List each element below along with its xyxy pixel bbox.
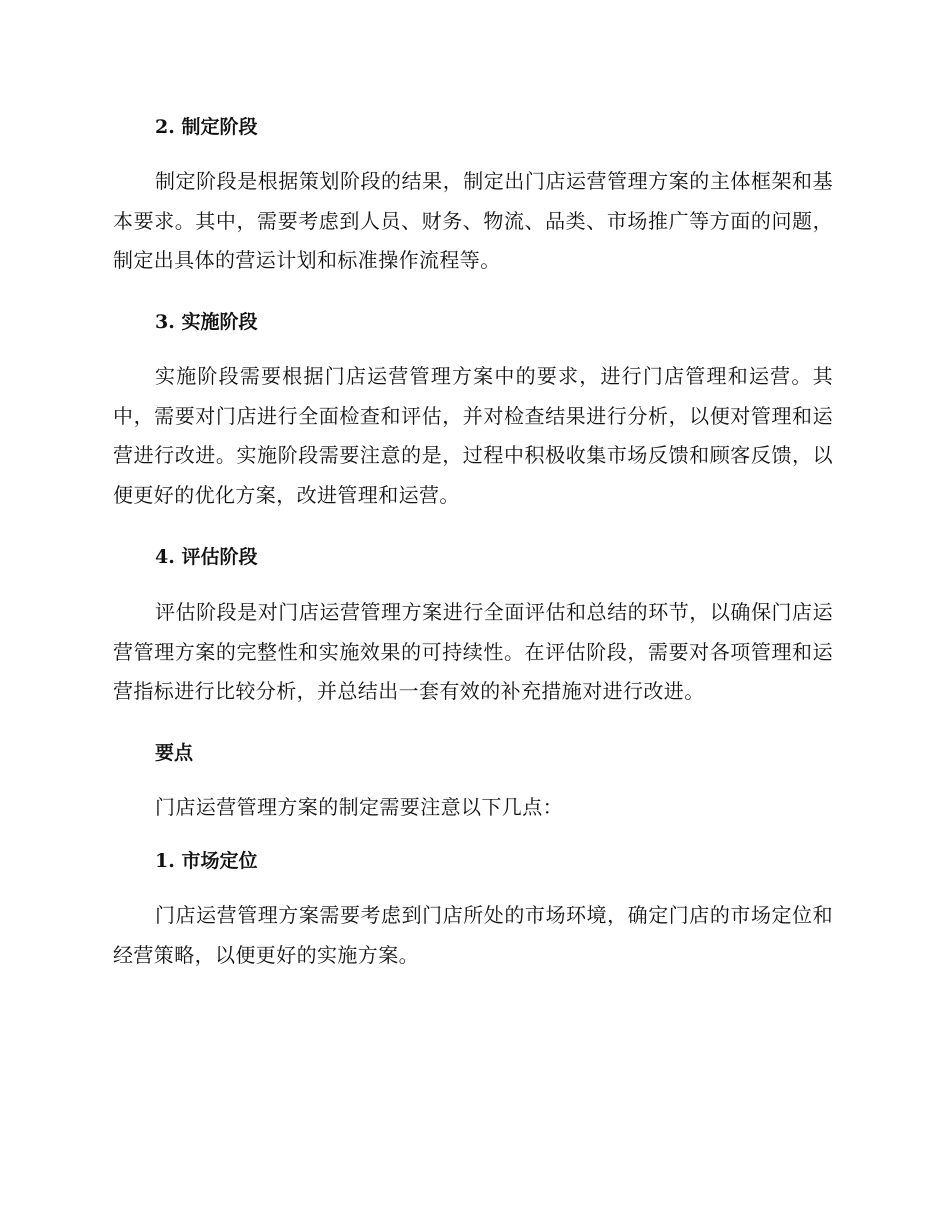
section-body-evaluation: 评估阶段是对门店运营管理方案进行全面评估和总结的环节，以确保门店运营管理方案的完整性和实施效果的可持续性。在评估阶段，需要对各项管理和运营指标进行比较分析，并总结出一套有效的补充措施对进行改进。 <box>113 600 833 703</box>
section-heading-market-positioning: 1. 市场定位 <box>155 850 258 872</box>
section-body-formulation: 制定阶段是根据策划阶段的结果，制定出门店运营管理方案的主体框架和基本要求。其中，需要考虑到人员、财务、物流、品类、市场推广等方面的问题，制定出具体的营运计划和标准操作流程等。 <box>113 169 833 272</box>
section-heading-formulation: 2. 制定阶段 <box>155 116 258 138</box>
section-body-market-positioning: 门店运营管理方案需要考虑到门店所处的市场环境，确定门店的市场定位和经营策略，以便更好的实施方案。 <box>113 903 833 967</box>
section-heading-evaluation: 4. 评估阶段 <box>155 546 258 568</box>
section-heading-implementation: 3. 实施阶段 <box>155 311 258 333</box>
section-body-implementation: 实施阶段需要根据门店运营管理方案中的要求，进行门店管理和运营。其中，需要对门店进行全面检查和评估，并对检查结果进行分析，以便对管理和运营进行改进。实施阶段需要注意的是，过程中积极收集市场反馈和顾客反馈，以便更好的优化方案，改进管理和运营。 <box>113 364 833 507</box>
section-body-key-points: 门店运营管理方案的制定需要注意以下几点： <box>155 795 563 819</box>
section-heading-key-points: 要点 <box>155 742 194 764</box>
